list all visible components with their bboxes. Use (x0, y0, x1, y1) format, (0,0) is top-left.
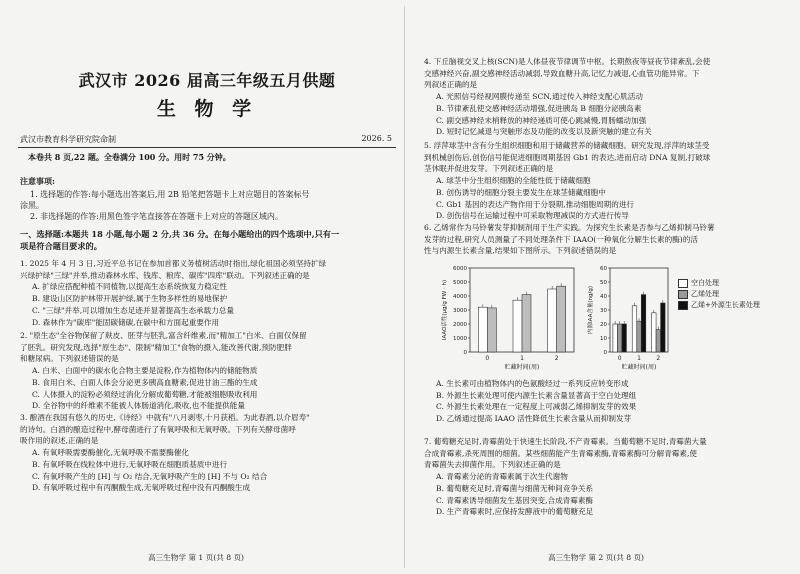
legend-label-blank: 空白处理 (691, 279, 719, 287)
q6-option-b: B. 外源生长素处理可使内源生长素含量显著高于空白处理组 (436, 390, 637, 400)
organizer: 武汉市教育科学研究院命制 (20, 135, 116, 144)
exam-title: 武汉市 2026 届高三年级五月供题 (78, 71, 336, 90)
iaao-chart-svg (440, 260, 580, 375)
question-6-options (424, 378, 786, 425)
bar (637, 321, 642, 352)
y-tick-label: 30 (600, 308, 607, 314)
q3-stem-3: 吸作用的叙述,正确的是 (20, 436, 99, 446)
q6-option-d: D. 乙烯通过提高 IAAO 活性降低生长素含量从而抑制发芽 (436, 414, 632, 424)
left-column (18, 0, 396, 574)
q4-stem-3: 列叙述正确的是 (424, 80, 478, 90)
y-tick-label: 60 (600, 266, 607, 272)
footer-page-2: 高三生物学 第 2 页(共 8 页) (548, 553, 644, 562)
header-rule (18, 147, 396, 148)
y-tick-label: 0 (463, 350, 467, 356)
q6-stem-1: 6. 乙烯常作为马铃薯发芽抑制剂用于生产实践。为探究生长素是否参与乙烯抑制马铃薯 (424, 223, 715, 232)
legend-label-ethylene: 乙烯处理 (691, 290, 719, 298)
legend-swatch-ethylene-auxin (678, 301, 688, 310)
x-tick-label: 0 (485, 355, 490, 362)
bar (641, 295, 646, 352)
q4-option-b: B. 节律紊乱使交感神经活动增强,促进胰岛 B 细胞分泌胰岛素 (436, 103, 642, 113)
legend-label-ethylene-auxin: 乙烯+外源生长素处理 (691, 301, 760, 309)
q7-stem-3: 青霉菌失去抑菌作用。下列叙述正确的是 (424, 460, 561, 470)
y-tick-label: 50 (600, 280, 607, 286)
y-tick-label: 6000 (453, 266, 467, 272)
q1-option-a: A. 扩绿应搭配种植不同植物,以提高生态系统恢复力稳定性 (32, 282, 227, 292)
question-2 (20, 330, 394, 412)
question-7 (424, 436, 786, 518)
legend-item-ethylene (678, 289, 760, 300)
bar (557, 286, 566, 352)
q7-stem-1: 7. 葡萄糖充足时,青霉菌处于快速生长阶段,不产青霉素。当葡萄糖不足时,青霉菌大量 (424, 437, 707, 446)
bar (617, 324, 622, 352)
legend-item-ethylene-auxin (678, 300, 760, 311)
legend-item-blank (678, 278, 760, 289)
q2-option-d: D. 全谷物中的纤维素不能被人体肠道消化,吸收,也不能提供能量 (32, 401, 245, 411)
question-3 (20, 412, 394, 494)
notes-heading: 注意事项: (20, 176, 55, 186)
q1-stem-2: 兴绿护绿"三绿"并举,推动森林水库、钱库、粮库、碳库"四库"联动。下列叙述正确的是 (20, 270, 310, 280)
y-tick-label: 5000 (453, 280, 467, 286)
y-tick-label: 4000 (453, 294, 467, 300)
q1-option-b: B. 建设山区防护林带开展护绿,属于生物多样性的易地保护 (32, 294, 228, 304)
question-1 (20, 258, 394, 328)
q5-stem-2: 到机械创伤后,创伤信号能促进细胞周期基因 Gb1 的表达,进而启动 DNA 复制,打破球 (424, 152, 711, 162)
y-tick-label: 0 (603, 350, 607, 356)
q5-stem-3: 茎休眠并促进发芽。下列叙述正确的是 (424, 164, 554, 174)
bar (661, 303, 666, 352)
y-axis-label: 内源IAA含量(ng/g) (588, 286, 594, 334)
q7-stem-2: 合成青霉素,杀死周围的细菌。某些细菌能产生青霉素酶,青霉素酶可分解青霉素,使 (424, 448, 698, 458)
x-tick-label: 1 (520, 355, 524, 362)
y-tick-label: 1000 (453, 336, 467, 342)
legend-swatch-ethylene (678, 290, 688, 299)
q4-option-c: C. 副交感神经末梢释放的神经递质可使心跳减慢,胃肠蠕动加强 (436, 115, 647, 125)
q1-option-d: D. 森林作为"碳库"能固碳储碳,在碳中和方面起重要作用 (32, 317, 220, 327)
bar (513, 300, 522, 352)
bar (632, 306, 637, 352)
exam-intro: 本卷共 8 页,22 题。全卷满分 100 分。用时 75 分钟。 (28, 152, 231, 162)
question-4 (424, 56, 786, 138)
exam-date: 2026. 5 (361, 134, 392, 143)
q3-option-d: D. 有氧呼吸过程中有丙酮酸生成,无氧呼吸过程中没有丙酮酸生成 (32, 483, 251, 493)
note-1: 1. 选择题的作答:每小题选出答案后,用 2B 铅笔把答题卡上对应题目的答案标号 (30, 190, 310, 199)
bar (652, 313, 657, 352)
bar (656, 330, 661, 352)
q4-option-a: A. 光照信号经视网膜传递至 SCN,通过传入神经支配心肌活动 (436, 92, 643, 102)
x-tick-label: 0 (617, 355, 622, 362)
q3-option-b: B. 有氧呼吸在线粒体中进行,无氧呼吸在细胞质基质中进行 (32, 459, 228, 469)
right-column (418, 0, 788, 574)
y-axis-label: IAAO活性(μg/g FW · h) (442, 279, 448, 341)
bar (622, 324, 627, 352)
bar (548, 289, 557, 352)
section-heading (20, 228, 394, 252)
q5-option-c: C. Gb1 基因的表达产物作用于分裂期,推动细胞周期的进行 (436, 199, 635, 209)
question-5 (424, 140, 786, 222)
q3-stem-2: 的诗句。白酒的酿造过程中,酵母菌进行了有氧呼吸和无氧呼吸。下列有关酵母菌呼 (20, 424, 296, 434)
x-tick-label: 2 (554, 355, 559, 362)
q2-stem-2: 了胚乳。研究发现,选择"原生态"、限制"精加工"食物的摄入,能改善代谢,预防肥胖 (20, 342, 292, 352)
bar (613, 324, 618, 352)
q2-stem-3: 和糖尿病。下列叙述错误的是 (20, 354, 119, 364)
bar (487, 308, 496, 352)
q5-option-b: B. 创伤诱导的细胞分裂主要发生在球茎储藏细胞中 (436, 187, 606, 197)
notes (20, 176, 392, 222)
q4-stem-2: 交感神经兴奋,副交感神经活动减弱,导致血糖升高,记忆力减退,心血管功能异常。下 (424, 68, 700, 78)
legend-swatch-blank (678, 279, 688, 288)
q7-option-a: A. 青霉素分泌的青霉素属于次生代谢物 (436, 472, 568, 482)
q2-option-c: C. 人体摄入的淀粉必须经过消化分解成葡萄糖,才能被细胞吸收利用 (32, 389, 258, 399)
section-line-1: 一、选择题:本题共 18 小题,每小题 2 分,共 36 分。在每小题给出的四个选项中,只有一 (20, 229, 340, 239)
bar (478, 307, 487, 352)
column-divider (404, 6, 405, 568)
q4-option-d: D. 短时记忆减退与突触形态及功能的改变以及新突触的建立有关 (436, 127, 652, 137)
q3-stem-1: 3. 酿酒在我国有悠久的历史,《诗经》中就有"八月剥枣,十月获稻。为此春酒,以介眉寿" (20, 413, 310, 422)
q2-option-a: A. 白米、白面中的碳水化合物主要是淀粉,作为植物体内的储能物质 (32, 366, 258, 376)
x-tick-label: 1 (637, 355, 641, 362)
q6-stem-2: 发芽的过程,研究人员测量了不同处理条件下 IAAO(一种氧化分解生长素的酶)的活 (424, 234, 698, 244)
q6-option-c: C. 外源生长素处理在一定程度上可减弱乙烯抑制发芽的效果 (436, 402, 637, 412)
y-tick-label: 20 (600, 322, 607, 328)
chart-legend (678, 278, 760, 311)
q7-option-b: B. 葡萄糖充足时,青霉菌与细菌无种间竞争关系 (436, 483, 594, 493)
q6-stem-3: 性与内源生长素含量,结果如下图所示。下列叙述错误的是 (424, 246, 617, 256)
q1-option-c: C. "三绿"并举,可以增加生态足迹并显著提高生态承载力总量 (32, 305, 235, 315)
q5-stem-1: 5. 浮萍球茎中含有分生组织细胞和用于储藏营养的储藏细胞。研究发现,浮萍的球茎受 (424, 141, 710, 150)
q7-option-c: C. 青霉素诱导细菌发生基因突变,合成青霉素酶 (436, 495, 594, 505)
y-tick-label: 3000 (453, 308, 467, 314)
q6-option-a: A. 生长素可由植物体内的色氨酸经过一系列反应转变形成 (436, 379, 629, 388)
bar (522, 295, 531, 352)
q3-option-a: A. 有氧呼吸需要酶催化,无氧呼吸不需要酶催化 (32, 448, 190, 458)
section-line-2: 项是符合题目要求的。 (20, 241, 102, 251)
note-1-cont: 涂黑。 (20, 201, 44, 210)
y-tick-label: 40 (600, 294, 607, 300)
note-2: 2. 非选择题的作答:用黑色签字笔直接答在答题卡上对应的答题区域内。 (30, 212, 283, 221)
subject-title: 生 物 学 (156, 98, 258, 120)
x-axis-label: 贮藏时间(周) (621, 364, 657, 371)
footer-page-1: 高三生物学 第 1 页(共 8 页) (148, 553, 244, 562)
q3-option-c: C. 有氧呼吸产生的 [H] 与 O₂ 结合,无氧呼吸产生的 [H] 不与 O₂ 结合 (32, 471, 268, 481)
q5-option-d: D. 创伤信号在运输过程中可采取物理减误的方式进行传导 (436, 211, 629, 221)
q2-option-b: B. 食用白米、白面人体会分泌更多胰高血糖素,促进甘油三酯的生成 (32, 377, 258, 387)
iaao-activity-chart (440, 260, 580, 375)
x-tick-label: 2 (656, 355, 661, 362)
question-6-stem (424, 222, 786, 257)
q2-stem-1: 2. "原生态"全谷物保留了麸皮、胚芽与胚乳,富含纤维素,而"精加工"白米、白面仅保留 (20, 331, 307, 340)
x-axis-label: 贮藏时间(周) (504, 364, 540, 371)
q7-option-d: D. 生产青霉素时,应保持发酵液中的葡萄糖充足 (436, 507, 594, 517)
y-tick-label: 10 (600, 336, 607, 342)
q5-option-a: A. 球茎中分生组织细胞的全能性低于储藏细胞 (436, 176, 591, 186)
y-tick-label: 2000 (453, 322, 467, 328)
q1-stem-1: 1. 2025 年 4 月 3 日,习近平总书记在参加首都义务植树活动时指出,绿化祖国必须坚持扩绿 (20, 259, 327, 268)
q4-stem-1: 4. 下丘脑视交叉上核(SCN)是人体昼夜节律调节中枢。长期熬夜等昼夜节律紊乱,会使 (424, 57, 711, 66)
